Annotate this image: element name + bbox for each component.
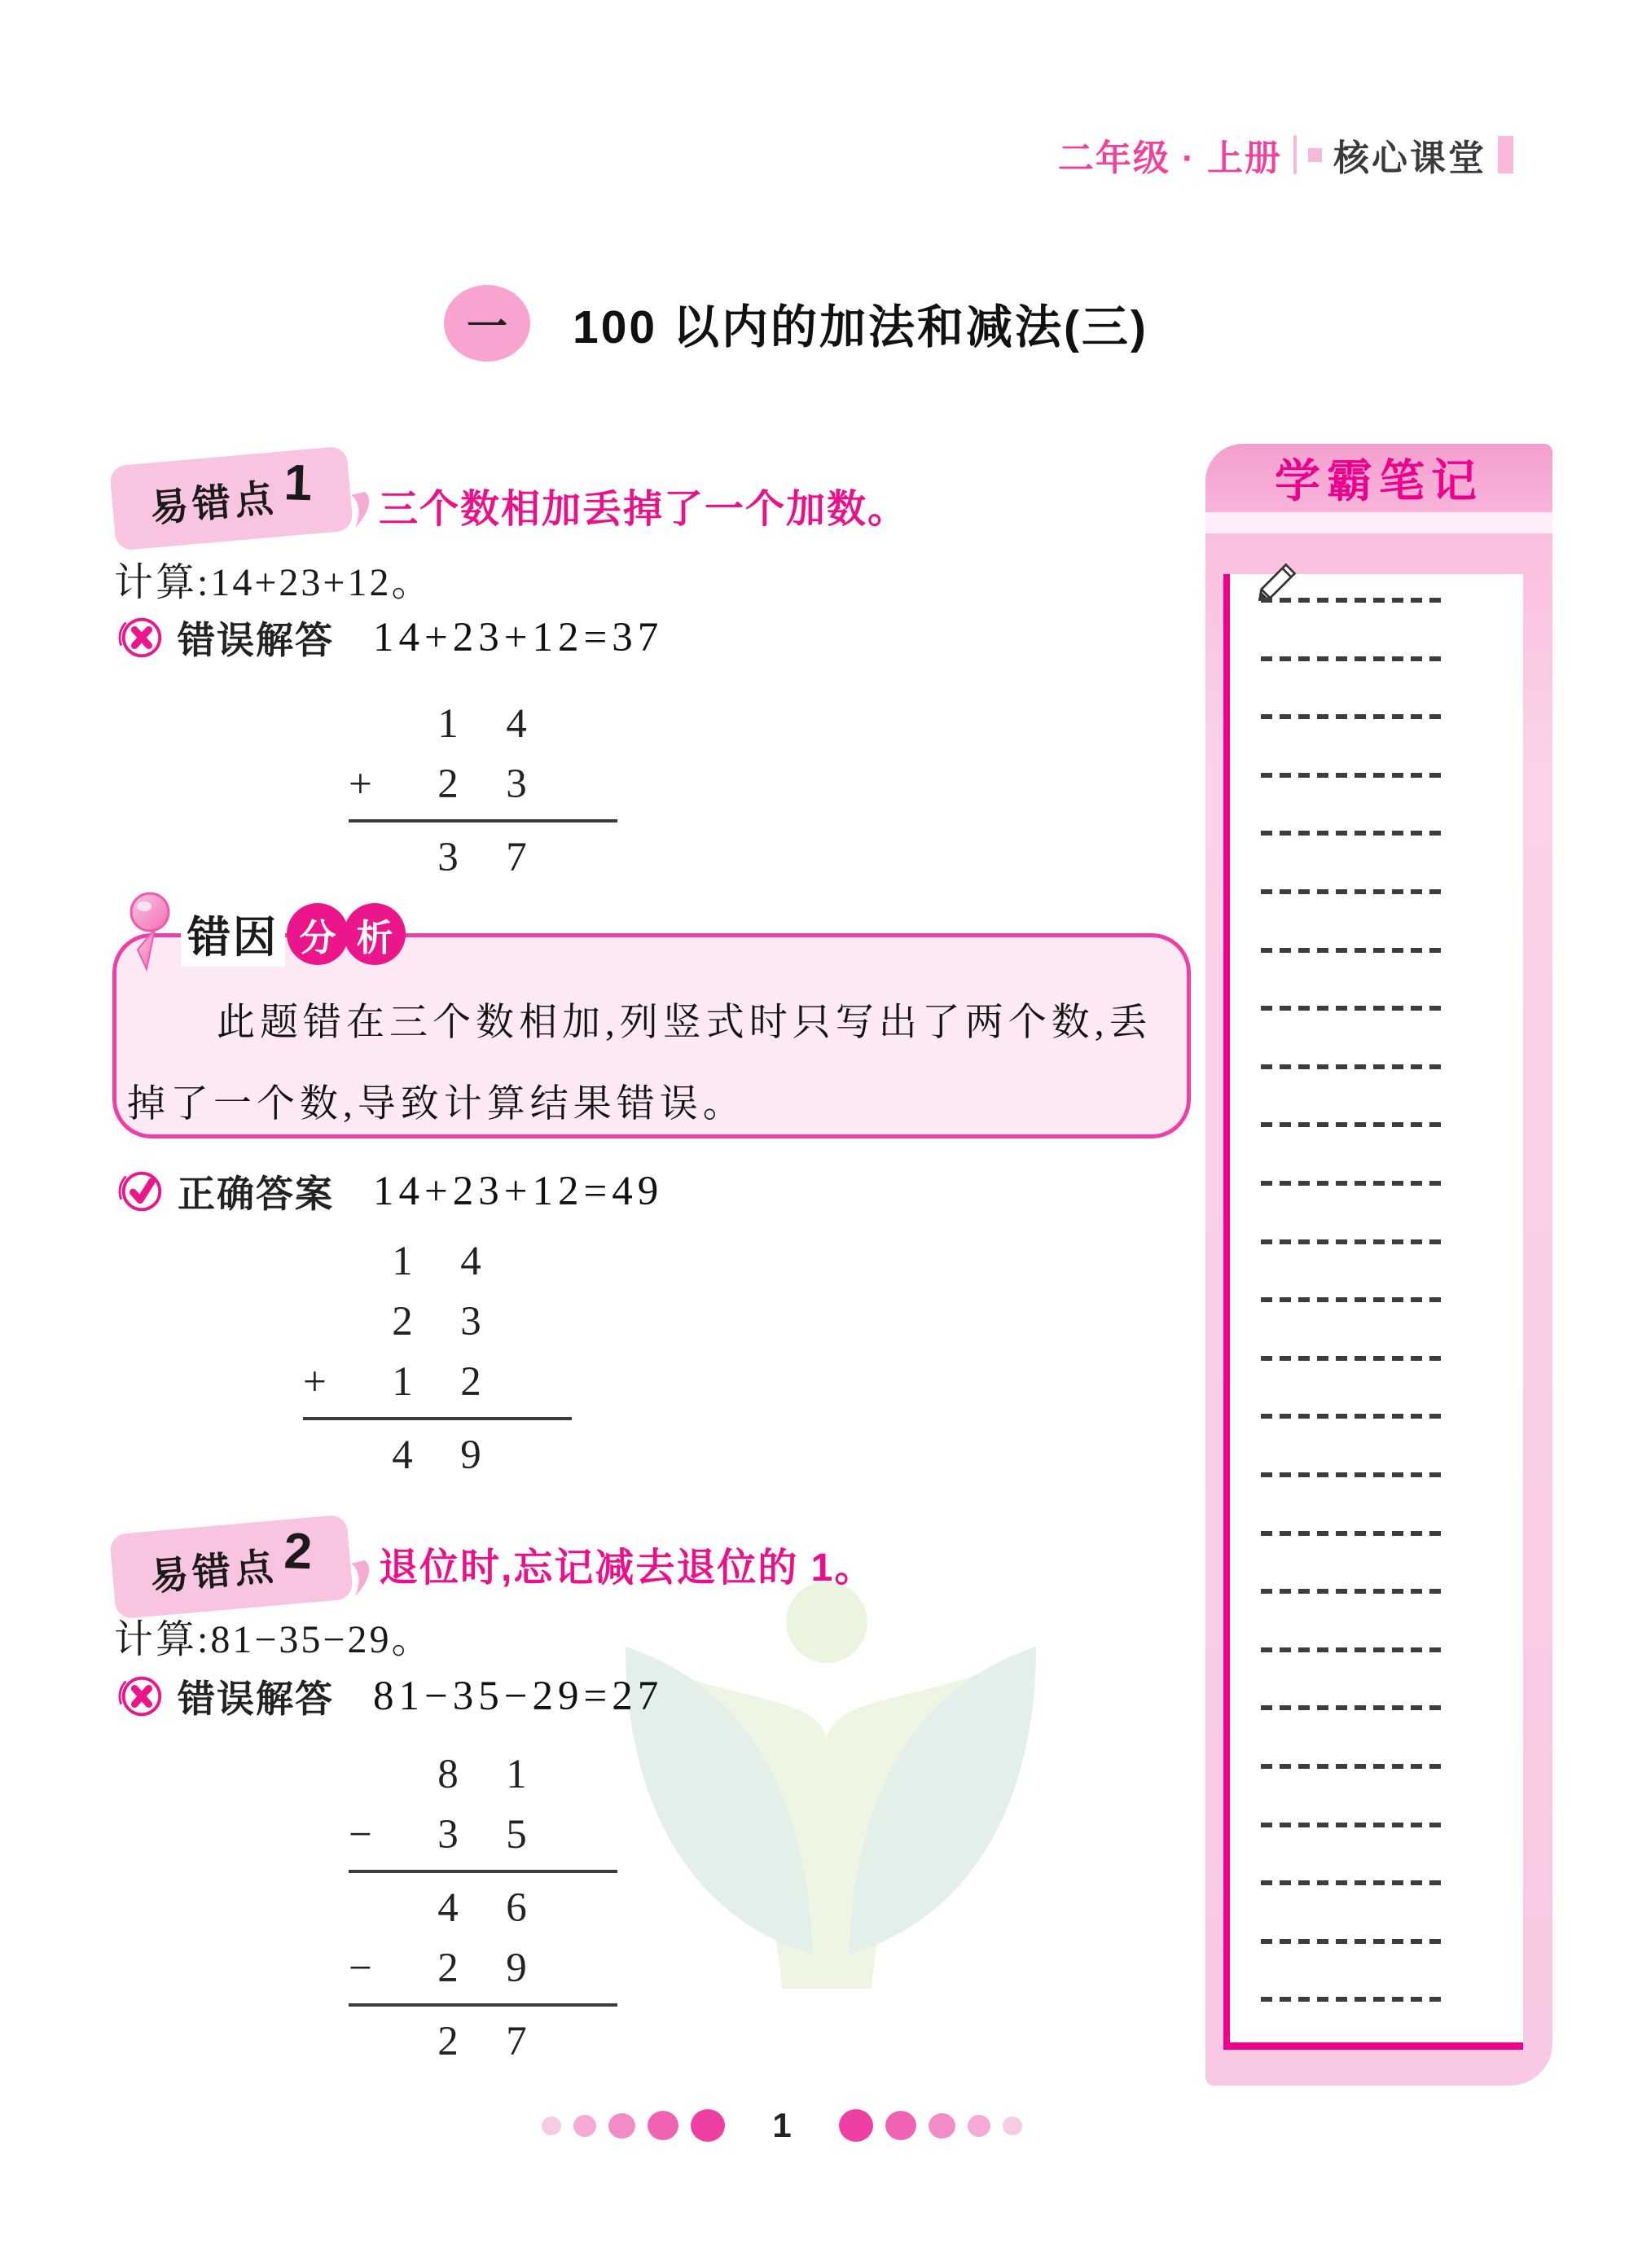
- vcalc-row: [349, 1744, 617, 1805]
- mistake-2-wrong-answer-row: [116, 1669, 663, 1723]
- note-line: [1261, 1705, 1447, 1710]
- notes-paper: [1223, 574, 1523, 2050]
- note-line: [1261, 1647, 1447, 1652]
- vcalc-row: [349, 1938, 617, 1998]
- vcalc-digit: 4: [506, 701, 527, 747]
- mistake-2-subtitle: 退位时,忘记减去退位的 1。: [379, 1546, 876, 1590]
- note-line: [1261, 889, 1447, 894]
- correct-check-icon: [116, 1166, 166, 1217]
- note-line: [1261, 1356, 1447, 1361]
- note-line: [1261, 1064, 1447, 1069]
- vcalc-row: [349, 754, 617, 814]
- note-line: [1261, 1939, 1447, 1944]
- mistake-2-problem: 计算:81−35−29。: [114, 1618, 433, 1661]
- wrong-answer-expression: 14+23+12=37: [373, 615, 664, 660]
- mistake-1-correct-answer-row: [116, 1165, 663, 1218]
- vcalc-digit: 3: [437, 835, 459, 880]
- mistake-1-badge-label: 易错点: [148, 475, 279, 530]
- footer-dot: [608, 2113, 635, 2139]
- vcalc-digit: 9: [506, 1946, 527, 1991]
- header-bar-decoration: [1498, 136, 1513, 173]
- vcalc-digit: 3: [460, 1299, 481, 1345]
- header-divider-line: [1293, 135, 1297, 174]
- page-number: 1: [772, 2106, 792, 2144]
- mistake-1-subtitle: 三个数相加丢掉了一个加数。: [379, 488, 909, 531]
- vcalc-operator: +: [303, 1359, 327, 1405]
- mistake-1-badge: [109, 445, 353, 551]
- wrong-x-icon: [116, 612, 166, 663]
- vinculum-line: [303, 1417, 572, 1420]
- badge-comma-decoration: [349, 490, 373, 529]
- vcalc-digit: 1: [437, 701, 459, 747]
- chapter-title: 100 以内的加法和减法(三): [573, 301, 1148, 353]
- vcalc-digit: 7: [506, 2019, 527, 2064]
- watermark-head: [786, 1581, 867, 1663]
- vcalc-digit: 3: [506, 761, 527, 807]
- note-line: [1261, 1764, 1447, 1769]
- analysis-circle-char-1: 分: [287, 903, 349, 965]
- notes-sidebar: [1205, 444, 1552, 2086]
- wrong-answer-label: 错误解答: [178, 1678, 334, 1720]
- note-line: [1261, 1880, 1447, 1885]
- footer-dots-right: [839, 2109, 1022, 2142]
- vertical-calculation-3: [349, 1744, 617, 2072]
- note-line: [1261, 598, 1447, 603]
- mistake-2-badge: [109, 1514, 353, 1619]
- mistake-1-problem: 计算:14+23+12。: [114, 561, 433, 604]
- vcalc-row: [349, 2011, 617, 2072]
- note-line: [1261, 1122, 1447, 1127]
- mistake-2-badge-label: 易错点: [148, 1543, 279, 1599]
- footer-dot: [929, 2113, 955, 2139]
- vinculum-line: [349, 819, 617, 823]
- note-line: [1261, 656, 1447, 661]
- vcalc-digit: 2: [437, 2019, 459, 2064]
- vcalc-digit: 4: [460, 1239, 481, 1284]
- notes-sidebar-title: 学霸笔记: [1275, 455, 1483, 507]
- notes-sidebar-stripe: [1205, 512, 1552, 533]
- vcalc-row: [349, 827, 617, 888]
- footer-dot: [1003, 2117, 1022, 2135]
- vcalc-digit: 6: [506, 1885, 527, 1931]
- magnifier-icon: [124, 891, 176, 974]
- footer-dot: [542, 2117, 561, 2135]
- brand-label: 核心课堂: [1333, 138, 1486, 178]
- vertical-calculation-1: [349, 694, 617, 888]
- vcalc-row: [303, 1352, 572, 1412]
- note-line: [1261, 1006, 1447, 1011]
- vcalc-digit: 7: [506, 835, 527, 880]
- vcalc-digit: 8: [437, 1752, 459, 1797]
- note-line: [1261, 1239, 1447, 1244]
- correct-answer-label: 正确答案: [178, 1173, 334, 1215]
- vinculum-line: [349, 2003, 617, 2007]
- note-line: [1261, 1297, 1447, 1302]
- note-line: [1261, 1414, 1447, 1419]
- footer-dot: [968, 2115, 990, 2137]
- vcalc-digit: 3: [437, 1812, 459, 1858]
- mistake-1-wrong-answer-row: [116, 611, 663, 665]
- page-header: [1058, 129, 1513, 181]
- vcalc-digit: 2: [437, 1946, 459, 1991]
- chapter-number: 一: [467, 304, 507, 349]
- analysis-text-line-1: 此题错在三个数相加,列竖式时只写出了两个数,丢: [217, 1002, 1153, 1044]
- analysis-text-line-2: 掉了一个数,导致计算结果错误。: [127, 1083, 746, 1125]
- note-line: [1261, 1472, 1447, 1477]
- vcalc-digit: 5: [506, 1812, 527, 1858]
- badge-comma-decoration: [349, 1559, 373, 1598]
- note-line: [1261, 1181, 1447, 1186]
- note-line: [1261, 773, 1447, 778]
- vcalc-digit: 1: [506, 1752, 527, 1797]
- footer-dot: [648, 2111, 678, 2140]
- vcalc-digit: 2: [437, 761, 459, 807]
- wrong-answer-label: 错误解答: [178, 619, 334, 661]
- vcalc-operator: −: [349, 1812, 372, 1858]
- mistake-1-badge-number: 1: [283, 454, 314, 511]
- grade-label: 二年级 · 上册: [1057, 138, 1282, 178]
- vcalc-digit: 2: [460, 1359, 481, 1405]
- note-line: [1261, 948, 1447, 953]
- watermark-logo: [538, 1572, 1124, 2044]
- footer-dot: [885, 2111, 916, 2140]
- note-line: [1261, 1997, 1447, 2002]
- note-line: [1261, 831, 1447, 836]
- chapter-number-badge: [444, 285, 530, 362]
- mistake-2-badge-number: 2: [283, 1522, 314, 1580]
- analysis-label-black: 错因: [181, 901, 285, 967]
- page-footer: [0, 2106, 1564, 2145]
- header-square-decoration: [1308, 148, 1322, 162]
- note-line: [1261, 1531, 1447, 1536]
- vcalc-digit: 1: [392, 1239, 413, 1284]
- vcalc-row: [349, 1878, 617, 1938]
- vcalc-digit: 4: [437, 1885, 459, 1931]
- note-line: [1261, 1589, 1447, 1594]
- chapter-heading: [444, 285, 1148, 362]
- vertical-calculation-2: [303, 1231, 572, 1485]
- vcalc-row: [349, 694, 617, 754]
- vcalc-row: [349, 1805, 617, 1865]
- footer-dot: [573, 2115, 596, 2137]
- vcalc-digit: 4: [392, 1432, 413, 1478]
- vinculum-line: [349, 1870, 617, 1873]
- note-line: [1261, 714, 1447, 719]
- vcalc-operator: −: [349, 1946, 372, 1991]
- vcalc-digit: 1: [392, 1359, 413, 1405]
- vcalc-operator: +: [349, 761, 372, 807]
- notes-sidebar-header: [1205, 444, 1552, 512]
- correct-answer-expression: 14+23+12=49: [373, 1169, 664, 1214]
- footer-dots-left: [542, 2109, 725, 2142]
- error-analysis-header: [124, 894, 406, 974]
- vcalc-digit: 2: [392, 1299, 413, 1345]
- footer-dot: [691, 2109, 725, 2142]
- vcalc-digit: 9: [460, 1432, 481, 1478]
- wrong-x-icon: [116, 1671, 166, 1722]
- note-line: [1261, 1823, 1447, 1827]
- vcalc-row: [303, 1231, 572, 1292]
- analysis-circle-char-2: 析: [344, 903, 406, 965]
- footer-dot: [839, 2109, 873, 2142]
- wrong-answer-expression: 81−35−29=27: [373, 1674, 664, 1719]
- vcalc-row: [303, 1292, 572, 1352]
- vcalc-row: [303, 1425, 572, 1485]
